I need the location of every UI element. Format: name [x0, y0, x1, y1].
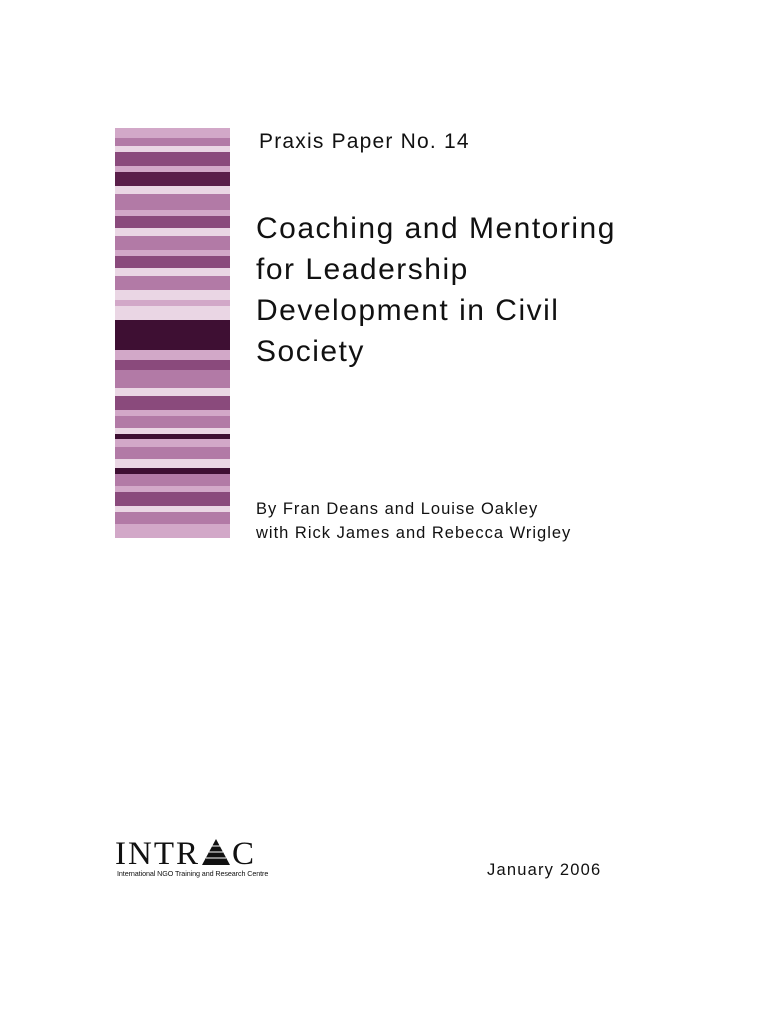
stripe-band — [115, 524, 230, 538]
logo-text-right: C — [232, 836, 257, 872]
stripe-band — [115, 128, 230, 138]
logo-tagline: International NGO Training and Research Centre — [117, 869, 269, 878]
stripe-band — [115, 360, 230, 370]
stripe-band — [115, 350, 230, 360]
title-line: Development in Civil — [256, 294, 560, 327]
logo-wordmark — [115, 838, 256, 870]
stripe-band — [115, 172, 230, 186]
triangle-icon — [201, 838, 231, 864]
cover-stripe-image — [115, 128, 230, 538]
publication-date: January 2006 — [487, 861, 602, 879]
stripe-band — [115, 306, 230, 320]
series-label: Praxis Paper No. 14 — [259, 130, 470, 153]
title-line: for Leadership — [256, 253, 469, 286]
stripe-band — [115, 236, 230, 250]
stripe-band — [115, 228, 230, 236]
stripe-band — [115, 492, 230, 506]
stripe-band — [115, 447, 230, 459]
stripe-band — [115, 512, 230, 524]
stripe-band — [115, 276, 230, 290]
stripe-band — [115, 459, 230, 468]
author-line: with Rick James and Rebecca Wrigley — [256, 524, 572, 542]
stripe-band — [115, 396, 230, 410]
stripe-band — [115, 194, 230, 210]
intrac-logo — [115, 838, 280, 880]
stripe-band — [115, 290, 230, 300]
title-line: Society — [256, 335, 365, 368]
stripe-band — [115, 268, 230, 276]
stripe-band — [115, 474, 230, 486]
stripe-band — [115, 370, 230, 388]
stripe-band — [115, 388, 230, 396]
stripe-band — [115, 439, 230, 447]
stripe-band — [115, 320, 230, 350]
stripe-band — [115, 186, 230, 194]
document-title — [256, 208, 676, 372]
stripe-band — [115, 152, 230, 166]
stripe-band — [115, 216, 230, 228]
stripe-band — [115, 138, 230, 146]
author-line: By Fran Deans and Louise Oakley — [256, 500, 539, 518]
stripe-band — [115, 416, 230, 428]
author-block — [256, 497, 571, 545]
title-line: Coaching and Mentoring — [256, 212, 616, 245]
logo-text-left: INTR — [115, 836, 200, 872]
stripe-band — [115, 256, 230, 268]
